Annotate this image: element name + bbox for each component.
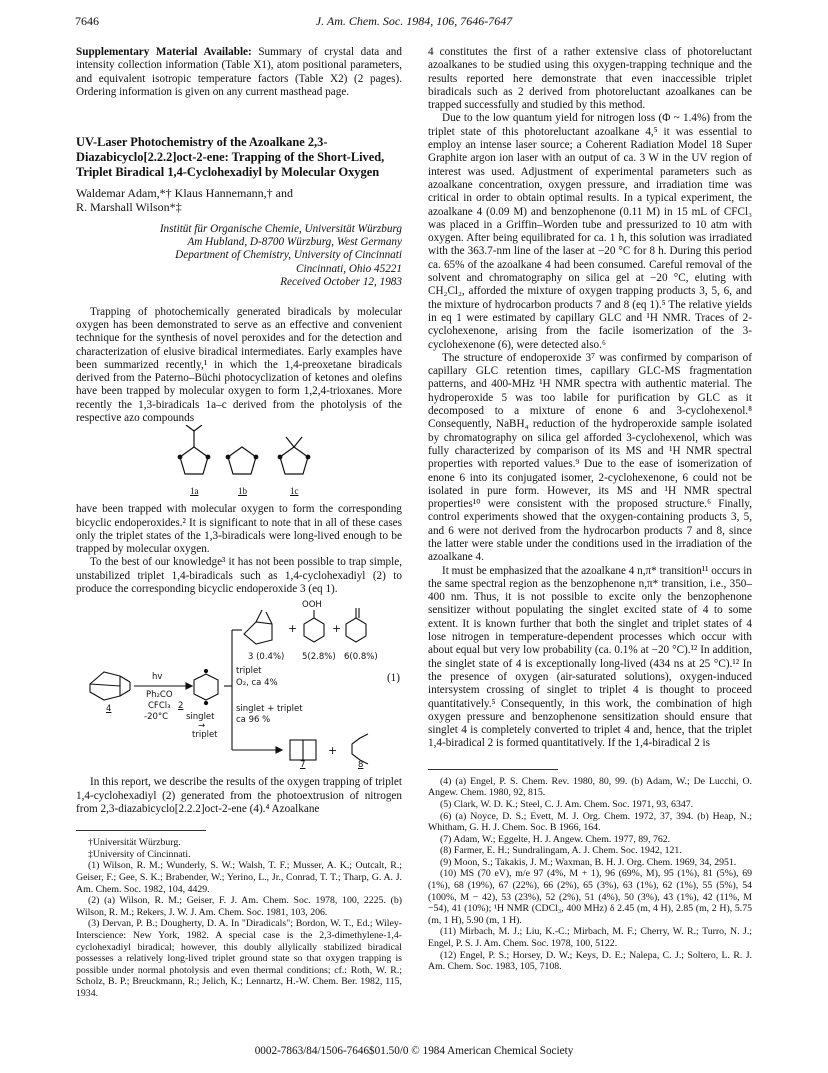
reference-1: (1) Wilson, R. M.; Wunderly, S. W.; Walsh, T. F.; Musser, A. K.; Outcalt, R.; Geiser, F.; Gee, S. K.; Brabender, W.; Yerino, L., Jr., Conrad, T. T.; Tharp, G. A. J. Am. Chem. Soc. 1982, 104, 4429. xyxy=(76,860,402,895)
label-hv: hv xyxy=(152,672,163,683)
reference-2: (2) (a) Wilson, R. M.; Geiser, F. J. Am. Chem. Soc. 1978, 100, 2225. (b) Wilson, R. M.; Rekers, J. W. J. Am. Chem. Soc. 1981, 103, 206. xyxy=(76,895,402,918)
reference-5: (5) Clark, W. D. K.; Steel, C. J. Am. Chem. Soc. 1971, 93, 6347. xyxy=(440,798,694,810)
label-1a: 1a xyxy=(190,486,199,497)
label-compound-7: 7 xyxy=(300,760,306,771)
label-compound-2: 2 xyxy=(178,701,184,712)
left-footnotes xyxy=(76,837,402,999)
label-ooh: OOH xyxy=(302,600,322,611)
affiliation-1: Institüt für Organische Chemie, Universität Würzburg xyxy=(159,222,402,235)
footnote-cincinnati: ‡University of Cincinnati. xyxy=(88,848,191,860)
right-paragraph-2: Due to the low quantum yield for nitrogen loss (Φ ~ 1.4%) from the triplet state of this photoreluctant azoalkane 4,⁵ it was essential to employ an intense laser source; a Coherent Radiation Model 18 Super Graphite argon ion laser with an output of ca. 3 W in the UV region of interest was used. Adjustment of experimental parameters such as azoalkane concentration, oxygen pressure, and irradiation time was critical in order to obtain optimal results. In a typical experiment, the azoalkane 4 (0.09 M) and benzophenone (0.11 M) in 15 mL of CFCl₃ was placed in a Griffin–Worden tube and pressurized to 10 atm with oxygen. After being equilibrated for ca. 1 h, this solution was irradiated with the 363.7-nm line of the laser at −20 °C for 8 h. During this period ca. 65% of the azoalkane 4 had been consumed. Careful removal of the solvent and chromatography on silica gel at −20 °C, eluting with CH₂Cl₂, afforded the mixture of oxygen trapping products 3, 5, 6, and the mixture of hydrocarbon products 7 and 8 (eq 1).⁵ The relative yields in eq 1 were estimated by capillary GLC and ¹H NMR. Traces of 2-cyclohexenone, arising from the facile isomerization of the 3-cyclohexenone (6), were detected also.⁶ xyxy=(428,112,752,351)
right-paragraph-3: The structure of endoperoxide 3⁷ was confirmed by comparison of capillary GLC retention times, capillary GLC-MS fragmentation patterns, and 400-MHz ¹H NMR spectra with authentic material. The hydroperoxide 5 was too labile for purification by GLC as it decomposed to a mixture of enone 6 and 3-cyclohexenol.⁸ Consequently, NaBH₄ reduction of the hydroperoxide sample isolated by chromatography on silica gel afforded 3-cyclohexenol, which was fully characterized by comparison of its MS and ¹H NMR spectral properties with reported values.⁹ Due to the ease of isomerization of enone 6 into its conjugated isomer, 2-cyclohexenone, 6 could not be isolated in pure form. However, its MS and ¹H NMR spectral properties¹⁰ were consistent with the proposed structure.⁶ Finally, control experiments showed that the oxygen-containing products 3, 5, and 6 were not derived from the hydrocarbon products 7 and 8, since the latter were stable under the conditions used in the irradiation of the azoalkane 4. xyxy=(428,351,752,564)
label-triplet-2: triplet xyxy=(192,730,218,741)
author-list xyxy=(76,186,402,215)
reference-6: (6) (a) Noyce, D. S.; Evett, M. J. Org. Chem. 1972, 37, 394. (b) Heap, N.; Whitham, G. H. J. Chem. Soc. B 1966, 164. xyxy=(428,810,752,834)
enone-6-structure xyxy=(346,618,366,642)
right-footnote-divider xyxy=(428,769,558,770)
article-title: UV-Laser Photochemistry of the Azoalkane 2,3-Diazabicyclo[2.2.2]oct-2-ene: Trapping of the Short-Lived, Triplet Biradical 1,4-Cyclohexadiyl by Molecular Oxygen xyxy=(76,135,385,179)
right-paragraph-4: It must be emphasized that the azoalkane 4 n,π* transition¹¹ occurs in the same spectral region as the benzophenone n,π* transition, i.e., 350–400 nm. Thus, it is not possible to excite only the benzophenone sensitizer without populating the singlet excited state of 4 to some extent. It is known further that both the singlet and triplet states of 4 lose nitrogen in temperature-dependent processes which occur with about equal but very low probability (ca. 0.1% at −20 °C).¹² In addition, the singlet state of 4 is exceptionally long-lived (434 ns at 25 °C).¹² In the presence of oxygen (air-saturated solutions), oxygen-induced intersystem crossing of singlet to triplet 4 is thought to proceed quantitatively.⁵ Consequently, in this work, the combination of high oxygen pressure and benzophenone sensitization should ensure that singlet 4 is completely converted to triplet 4 and, hence, that the triplet 1,4-biradical 2 is formed quantitatively. If the 1,4-biradical 2 is xyxy=(428,564,752,750)
affiliation-4: Cincinnati, Ohio 45221 xyxy=(296,262,402,275)
journal-citation: J. Am. Chem. Soc. 1984, 106, 7646-7647 xyxy=(315,14,513,28)
label-ph2co: Ph₂CO xyxy=(146,690,173,701)
label-ca96: ca 96 % xyxy=(236,715,271,726)
plus-sign-2: + xyxy=(332,622,342,636)
equation-number: (1) xyxy=(386,672,400,685)
reaction-scheme-eq1 xyxy=(76,600,402,770)
reference-9: (9) Moon, S.; Takakis, J. M.; Waxman, B. H. J. Org. Chem. 1969, 34, 2951. xyxy=(440,856,737,868)
supplementary-lead: Supplementary Material Available: xyxy=(76,46,252,58)
label-triplet: triplet xyxy=(236,666,262,677)
body-paragraph-1: Trapping of photochemically generated biradicals by molecular oxygen has been demonstrated to serve as an effective and convenient technique for the synthesis of novel peroxides and for the detection and characterization of elusive biradical intermediates. Early examples have been summarized recently,¹ in which the 1,4-preoxetane biradicals derived from the Paterno–Büchi photocyclization of ketones and olefins have been trapped by molecular oxygen to form 1,2,4-trioxanes. More recently the 1,3-biradicals 1a–c derived from the photolysis of the respective azo compounds xyxy=(76,305,402,424)
structure-1c xyxy=(278,437,310,474)
hydroperoxide-5-structure xyxy=(304,618,324,642)
reference-11: (11) Mirbach, M. J.; Liu, K.-C.; Mirbach, M. F.; Cherry, W. R.; Turro, N. J.; Engel, P. S. J. Am. Chem. Soc. 1978, 100, 5122. xyxy=(428,926,752,950)
label-1b: 1b xyxy=(238,486,247,497)
reference-10: (10) MS (70 eV), m/e 97 (4%, M + 1), 96 (69%, M), 95 (1%), 81 (5%), 69 (1%), 68 (19%), 67 (22%), 66 (2%), 65 (3%), 63 (1%), 62 (1%), 55 (5%), 54 (100%, M − 42), 53 (23%), 52 (2%), 51 (4%), 50 (3%), 43 (1%), 42 (11%, M −54), 41 (10%); ¹H NMR (CDCl₃, 400 MHz) δ 2.45 (m, 4 H), 2.85 (m, 2 H), 5.75 (m, 1 H), 5.90 (m, 1 H). xyxy=(428,868,752,926)
plus-sign-3: + xyxy=(328,744,338,758)
right-footnotes xyxy=(428,769,752,973)
supplementary-text: Summary of crystal data and intensity collection information (Table X1), atom positional parameters, and equivalent isotropic temperature factors (Table X2) (2 pages). Ordering information is given on any current masthead page. xyxy=(76,46,402,98)
structure-1b xyxy=(226,447,258,474)
affiliation-2: Am Hubland, D-8700 Würzburg, West Germany xyxy=(187,235,402,248)
authors-line-1: Waldemar Adam,*† Klaus Hannemann,† and xyxy=(76,185,293,200)
label-product-3: 3 (0.4%) xyxy=(248,652,285,663)
reference-7: (7) Adam, W.; Eggelte, H. J. Angew. Chem. 1977, 89, 762. xyxy=(440,833,671,845)
label-cfcl3: CFCl₃ xyxy=(148,701,171,712)
page-number: 7646 xyxy=(75,14,99,28)
footnote-divider xyxy=(76,830,206,831)
label-arrow-to-triplet: → xyxy=(198,721,206,732)
biradical-2-structure xyxy=(194,674,218,700)
label-singlet: singlet xyxy=(186,712,215,723)
label-o2-yield: O₂, ca 4% xyxy=(236,678,278,689)
affiliations xyxy=(76,223,402,290)
label-1c: 1c xyxy=(290,486,299,497)
supplementary-material xyxy=(76,46,402,99)
plus-sign-1: + xyxy=(288,622,298,636)
label-temperature: -20°C xyxy=(144,712,169,723)
reference-4: (4) (a) Engel, P. S. Chem. Rev. 1980, 80, 99. (b) Adam, W.; De Lucchi, O. Angew. Chem. 1980, 92, 815. xyxy=(428,775,752,799)
body-paragraph-3: To the best of our knowledge³ it has not been possible to trap simple, unstabilized triplet 1,4-biradicals such as 1,4-cyclohexadiyl (2) to produce the corresponding bicyclic endoperoxide 3 (eq 1). xyxy=(76,556,402,596)
page-footer: 0002-7863/84/1506-7646$01.50/0 © 1984 American Chemical Society xyxy=(254,1045,574,1057)
page-header xyxy=(75,14,753,32)
hexadiene-8-structure xyxy=(352,738,360,760)
affiliation-3: Department of Chemistry, University of Cincinnati xyxy=(175,249,402,262)
label-singlet-triplet: singlet + triplet xyxy=(236,704,303,715)
structure-1a xyxy=(178,425,210,474)
right-paragraph-1: 4 constitutes the first of a rather extensive class of photoreluctant azoalkanes to be studied using this oxygen-trapping technique and the results reported here demonstrate that even inaccessible triplet biradicals such as 2 derived from photoreluctant azoalkanes can be trapped successfully and studied by this method. xyxy=(428,46,752,112)
biradical-structures-figure xyxy=(76,425,402,503)
endoperoxide-3-structure xyxy=(244,622,272,644)
footnote-wurzburg: †Universität Würzburg. xyxy=(88,837,181,849)
body-paragraph-2: have been trapped with molecular oxygen to form the corresponding bicyclic endoperoxides.² It is significant to note that in all of these cases only the triplet states of the 1,3-biradicals were long-lived enough to be trapped by molecular oxygen. xyxy=(76,503,402,556)
reference-8: (8) Farmer, E. H.; Sundralingam, A. J. Chem. Soc. 1942, 121. xyxy=(440,845,682,857)
label-compound-4: 4 xyxy=(106,704,112,715)
label-product-5: 5(2.8%) xyxy=(302,652,336,663)
body-paragraph-4: In this report, we describe the results of the oxygen trapping of triplet 1,4-cyclohexadiyl (2) generated from the photoextrusion of nitrogen from 2,3-diazabicyclo[2.2.2]oct-2-ene (4).⁴ Azoalkane xyxy=(76,776,402,815)
label-product-6: 6(0.8%) xyxy=(344,652,378,663)
reference-3: (3) Dervan, P. B.; Dougherty, D. A. In "Diradicals"; Bordon, W. T., Ed.; Wiley-Interscience: New York, 1982. A special case is the 2,3-dimethylene-1,4-cyclohexadiyl biradical; however, this doubly allylically stabilized biradical possesses a relatively long-lived triplet ground state so that oxygen trapping is possible under normal photolysis and even thermal conditions; cf.: Roth, W. R.; Scholz, B. P.; Breuckmann, R.; Jelich, K.; Lennartz, H.-W. Chem. Ber. 1982, 115, 1934. xyxy=(76,918,402,999)
right-column xyxy=(428,46,752,973)
label-compound-8: 8 xyxy=(358,760,364,771)
authors-line-2: R. Marshall Wilson*‡ xyxy=(76,200,182,215)
received-date: Received October 12, 1983 xyxy=(280,276,402,289)
left-column xyxy=(76,46,402,1000)
reference-12: (12) Engel, P. S.; Horsey, D. W.; Keys, D. E.; Nalepa, C. J.; Soltero, L. R. J. Am. Chem. Soc. 1983, 105, 7108. xyxy=(428,949,752,973)
